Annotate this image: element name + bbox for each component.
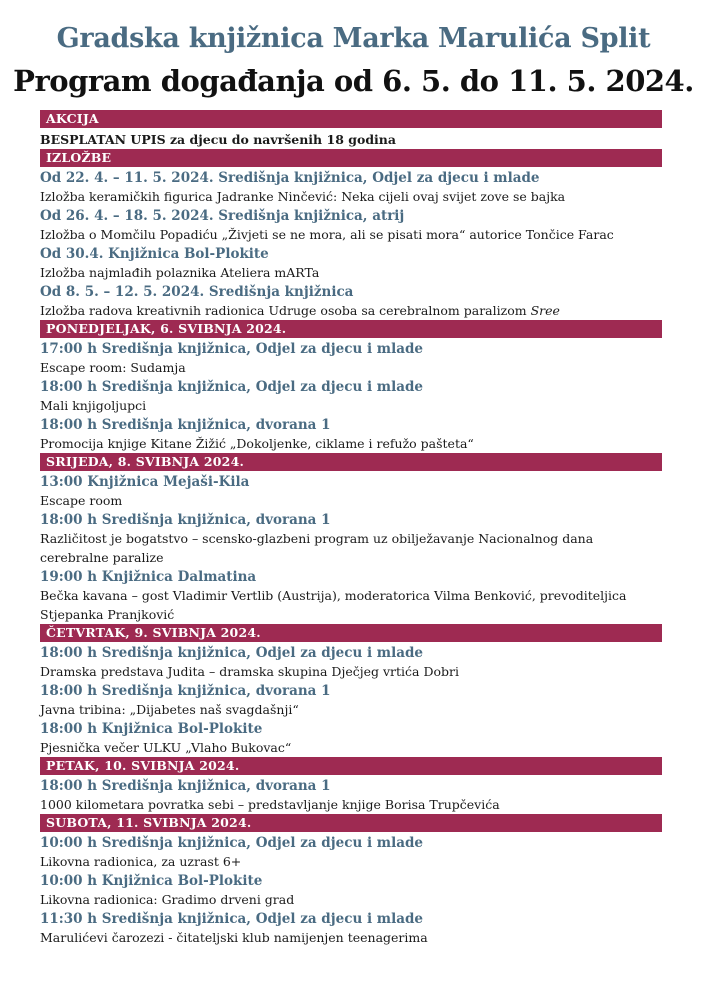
event-description bbox=[40, 700, 662, 719]
program-section bbox=[40, 149, 662, 320]
event-heading: 18:00 h Središnja knjižnica, Odjel za djecu i mlade bbox=[40, 645, 423, 661]
event-heading: Od 22. 4. – 11. 5. 2024. Središnja knjižnica, Odjel za djecu i mlade bbox=[40, 170, 540, 186]
event-description bbox=[40, 263, 662, 282]
section-bar: PONEDJELJAK, 6. SVIBNJA 2024. bbox=[40, 320, 662, 338]
event-description-text: Izložba keramičkih figurica Jadranke Ninčević: Neka cijeli ovaj svijet zove se bajka bbox=[40, 189, 566, 204]
event-description-text: Izložba najmlađih polaznika Ateliera mARTa bbox=[40, 265, 320, 280]
event-description-text: Marulićevi čarozezi - čitateljski klub namijenjen teenagerima bbox=[40, 930, 428, 945]
program-section bbox=[40, 814, 662, 947]
event-description-text: Izložba o Momčilu Popadiću „Živjeti se ne mora, ali se pisati mora“ autorice Tončice Farac bbox=[40, 227, 614, 242]
event-description bbox=[40, 396, 662, 415]
event-heading: Od 30.4. Knjižnica Bol-Plokite bbox=[40, 246, 269, 262]
event-description-text: Javna tribina: „Dijabetes naš svagdašnji“ bbox=[40, 702, 299, 717]
event-heading: Od 8. 5. – 12. 5. 2024. Središnja knjižnica bbox=[40, 284, 354, 300]
event-heading: 18:00 h Knjižnica Bol-Plokite bbox=[40, 721, 263, 737]
event-description-text: Pjesnička večer ULKU „Vlaho Bukovac“ bbox=[40, 740, 292, 755]
event-heading: 13:00 Knjižnica Mejaši-Kila bbox=[40, 474, 250, 490]
event-heading: 17:00 h Središnja knjižnica, Odjel za djecu i mlade bbox=[40, 341, 423, 357]
event-description-text: Različitost je bogatstvo – scensko-glazbeni program uz obilježavanje Nacionalnog dana cerebralne paralize bbox=[40, 531, 594, 565]
event-description-text: Likovna radionica, za uzrast 6+ bbox=[40, 854, 242, 869]
section-bar: IZLOŽBE bbox=[40, 149, 662, 167]
event-description-text: Escape room: Sudamja bbox=[40, 360, 186, 375]
program-section bbox=[40, 624, 662, 757]
section-bar: SUBOTA, 11. SVIBNJA 2024. bbox=[40, 814, 662, 832]
program-subtitle: Program događanja od 6. 5. do 11. 5. 2024. bbox=[13, 64, 694, 98]
event-description bbox=[40, 795, 662, 814]
event-description bbox=[40, 187, 662, 206]
event-heading: 18:00 h Središnja knjižnica, Odjel za djecu i mlade bbox=[40, 379, 423, 395]
section-bar: AKCIJA bbox=[40, 110, 662, 128]
event-description bbox=[40, 928, 662, 947]
event-heading: 18:00 h Središnja knjižnica, dvorana 1 bbox=[40, 417, 331, 433]
event-description bbox=[40, 529, 662, 567]
event-description bbox=[40, 130, 662, 149]
event-description-text: Escape room bbox=[40, 493, 123, 508]
event-description-text: BESPLATAN UPIS za djecu do navršenih 18 godina bbox=[40, 132, 396, 147]
event-description-text: Promocija knjige Kitane Žižić „Dokoljenke, ciklame i refužo pašteta“ bbox=[40, 436, 474, 451]
event-description-text: Mali knjigoljupci bbox=[40, 398, 147, 413]
library-title: Gradska knjižnica Marka Marulića Split bbox=[56, 23, 651, 54]
section-bar: ČETVRTAK, 9. SVIBNJA 2024. bbox=[40, 624, 662, 642]
event-description-emphasis: Sree bbox=[530, 303, 560, 318]
event-description bbox=[40, 225, 662, 244]
event-heading: 18:00 h Središnja knjižnica, dvorana 1 bbox=[40, 512, 331, 528]
program-section bbox=[40, 453, 662, 624]
event-description bbox=[40, 890, 662, 909]
event-description bbox=[40, 738, 662, 757]
program-section bbox=[40, 757, 662, 814]
program-list bbox=[40, 110, 662, 947]
event-heading: 19:00 h Knjižnica Dalmatina bbox=[40, 569, 257, 585]
document-header bbox=[0, 22, 707, 100]
event-description-text: Dramska predstava Judita – dramska skupina Dječjeg vrtića Dobri bbox=[40, 664, 459, 679]
event-heading: 11:30 h Središnja knjižnica, Odjel za djecu i mlade bbox=[40, 911, 423, 927]
event-heading: Od 26. 4. – 18. 5. 2024. Središnja knjižnica, atrij bbox=[40, 208, 405, 224]
event-description-text: Bečka kavana – gost Vladimir Vertlib (Austrija), moderatorica Vilma Benković, prevoditeljica Stjepanka Pranjković bbox=[40, 588, 627, 622]
event-description bbox=[40, 491, 662, 510]
event-heading: 10:00 h Knjižnica Bol-Plokite bbox=[40, 873, 263, 889]
program-section bbox=[40, 320, 662, 453]
event-heading: 18:00 h Središnja knjižnica, dvorana 1 bbox=[40, 778, 331, 794]
section-bar: PETAK, 10. SVIBNJA 2024. bbox=[40, 757, 662, 775]
event-description bbox=[40, 301, 662, 320]
event-description bbox=[40, 434, 662, 453]
event-description-text: Izložba radova kreativnih radionica Udruge osoba sa cerebralnom paralizom bbox=[40, 303, 527, 318]
event-description bbox=[40, 358, 662, 377]
section-bar: SRIJEDA, 8. SVIBNJA 2024. bbox=[40, 453, 662, 471]
event-heading: 18:00 h Središnja knjižnica, dvorana 1 bbox=[40, 683, 331, 699]
event-description bbox=[40, 852, 662, 871]
event-description bbox=[40, 662, 662, 681]
event-heading: 10:00 h Središnja knjižnica, Odjel za djecu i mlade bbox=[40, 835, 423, 851]
event-description bbox=[40, 586, 662, 624]
event-description-text: 1000 kilometara povratka sebi – predstavljanje knjige Borisa Trupčevića bbox=[40, 797, 500, 812]
program-section bbox=[40, 110, 662, 149]
event-description-text: Likovna radionica: Gradimo drveni grad bbox=[40, 892, 295, 907]
